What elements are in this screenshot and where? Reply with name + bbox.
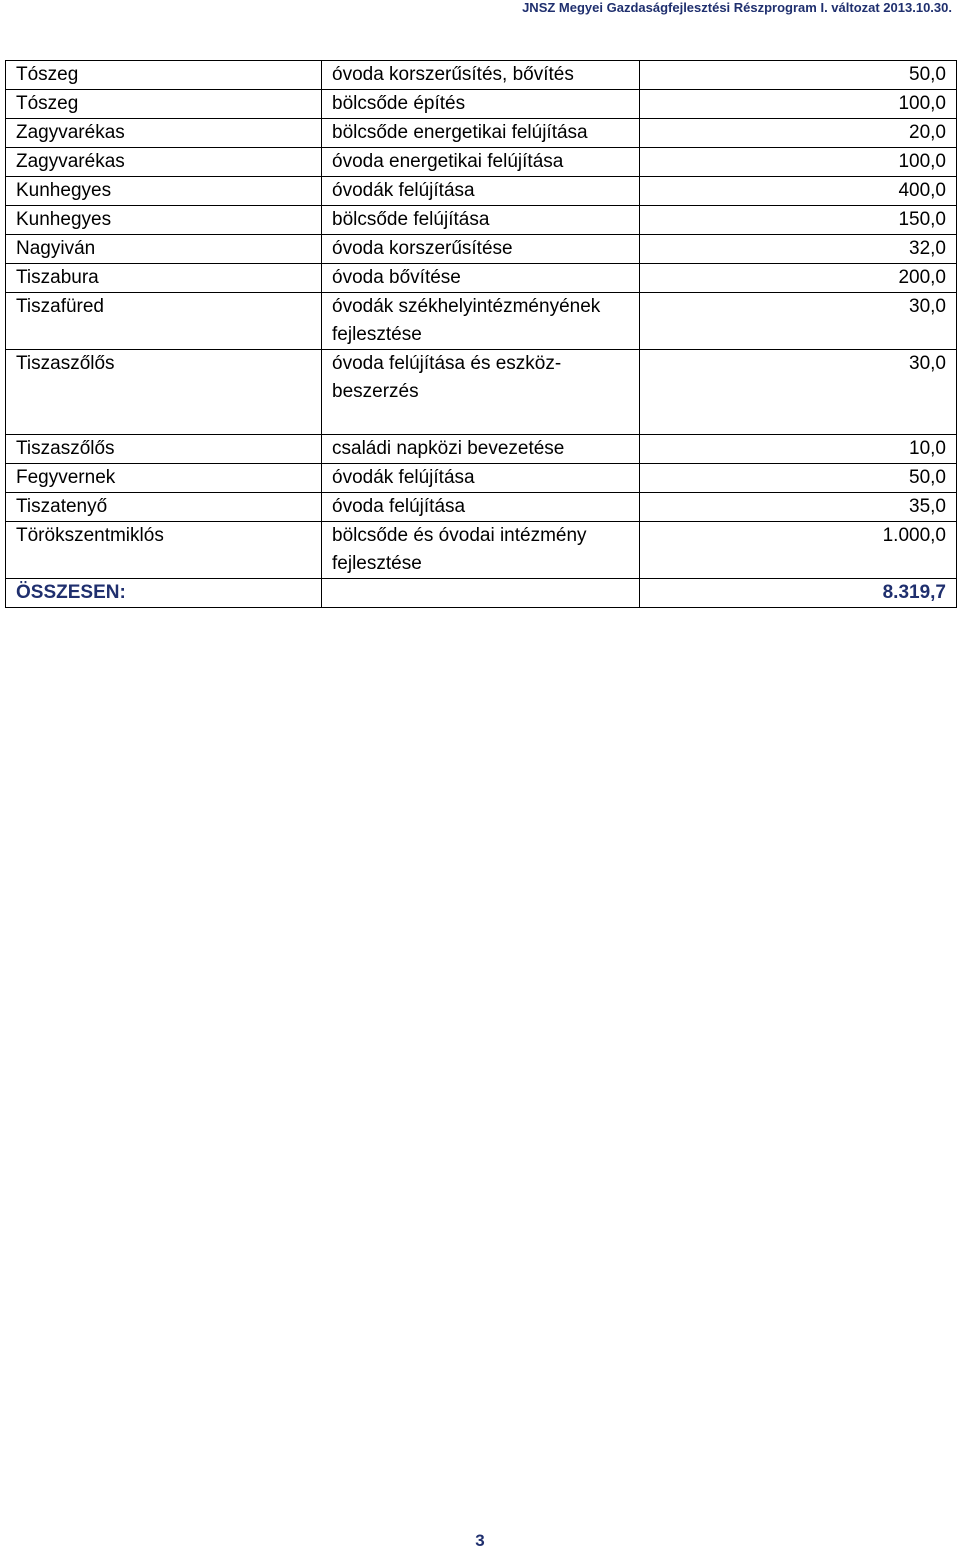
table-row — [6, 148, 957, 177]
place-cell: Tiszaszőlős — [6, 435, 322, 464]
project-table — [5, 60, 957, 608]
place-cell: Zagyvarékas — [6, 119, 322, 148]
project-cell: óvodák felújítása — [322, 464, 640, 493]
total-row — [6, 579, 957, 608]
document-header: JNSZ Megyei Gazdaságfejlesztési Részprogram I. változat 2013.10.30. — [522, 0, 952, 15]
amount-cell: 35,0 — [640, 493, 957, 522]
table-row — [6, 464, 957, 493]
amount-cell: 10,0 — [640, 435, 957, 464]
table-row — [6, 177, 957, 206]
place-cell: Fegyvernek — [6, 464, 322, 493]
project-cell: bölcsőde építés — [322, 90, 640, 119]
amount-cell: 50,0 — [640, 61, 957, 90]
amount-cell: 100,0 — [640, 148, 957, 177]
project-cell: bölcsőde és óvodai intézmény fejlesztése — [322, 522, 640, 579]
amount-cell: 30,0 — [640, 293, 957, 350]
project-cell: óvoda korszerűsítés, bővítés — [322, 61, 640, 90]
page-number: 3 — [475, 1531, 485, 1550]
project-cell: óvodák felújítása — [322, 177, 640, 206]
project-cell: óvodák székhelyintézményének fejlesztése — [322, 293, 640, 350]
table-row — [6, 293, 957, 350]
place-cell: Tiszafüred — [6, 293, 322, 350]
project-cell: óvoda felújítása — [322, 493, 640, 522]
amount-cell: 400,0 — [640, 177, 957, 206]
table-row — [6, 522, 957, 579]
table-row — [6, 493, 957, 522]
total-empty-cell — [322, 579, 640, 608]
table-row — [6, 61, 957, 90]
project-cell: családi napközi bevezetése — [322, 435, 640, 464]
place-cell: Kunhegyes — [6, 177, 322, 206]
project-cell: bölcsőde energetikai felújítása — [322, 119, 640, 148]
amount-cell: 32,0 — [640, 235, 957, 264]
project-cell: óvoda korszerűsítése — [322, 235, 640, 264]
amount-cell: 200,0 — [640, 264, 957, 293]
project-cell: óvoda bővítése — [322, 264, 640, 293]
amount-cell: 50,0 — [640, 464, 957, 493]
place-cell: Kunhegyes — [6, 206, 322, 235]
place-cell: Tiszatenyő — [6, 493, 322, 522]
table-row — [6, 435, 957, 464]
place-cell: Nagyiván — [6, 235, 322, 264]
place-cell: Zagyvarékas — [6, 148, 322, 177]
place-cell: Tiszaszőlős — [6, 350, 322, 435]
table-row — [6, 119, 957, 148]
project-cell: óvoda energetikai felújítása — [322, 148, 640, 177]
amount-cell: 1.000,0 — [640, 522, 957, 579]
total-label: ÖSSZESEN: — [6, 579, 322, 608]
place-cell: Tiszabura — [6, 264, 322, 293]
amount-cell: 150,0 — [640, 206, 957, 235]
table-row — [6, 264, 957, 293]
project-cell: bölcsőde felújítása — [322, 206, 640, 235]
project-cell: óvoda felújítása és eszköz-beszerzés — [322, 350, 640, 435]
total-amount: 8.319,7 — [640, 579, 957, 608]
amount-cell: 30,0 — [640, 350, 957, 435]
table-row — [6, 206, 957, 235]
place-cell: Törökszentmiklós — [6, 522, 322, 579]
amount-cell: 20,0 — [640, 119, 957, 148]
table-row — [6, 90, 957, 119]
place-cell: Tószeg — [6, 90, 322, 119]
amount-cell: 100,0 — [640, 90, 957, 119]
table-row — [6, 235, 957, 264]
place-cell: Tószeg — [6, 61, 322, 90]
table-row — [6, 350, 957, 435]
